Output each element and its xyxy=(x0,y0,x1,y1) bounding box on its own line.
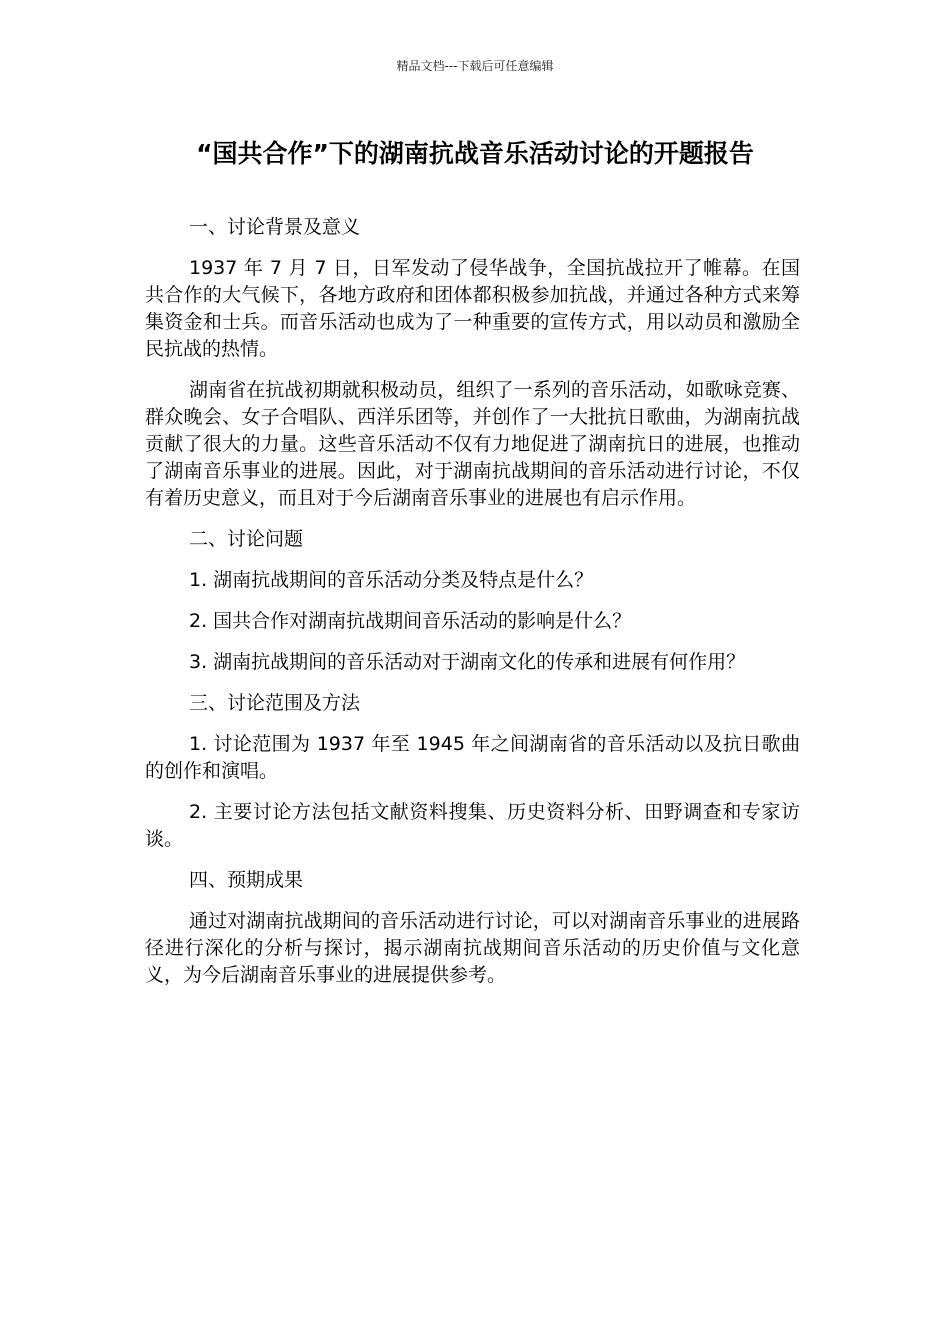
paragraph-background-1: 1937 年 7 月 7 日，日军发动了侵华战争，全国抗战拉开了帷幕。在国共合作的大气候下，各地方政府和团体都积极参加抗战，并通过各种方式来筹集资金和士兵。而音乐活动也成为了一种重要的宣传方式，用以动员和激励全民抗战的热情。 xyxy=(145,257,800,360)
section-heading-background: 一、讨论背景及意义 xyxy=(189,216,361,238)
document-title: “国共合作”下的湖南抗战音乐活动讨论的开题报告 xyxy=(196,139,754,168)
document-body xyxy=(145,214,800,1003)
section-heading-outcomes: 四、预期成果 xyxy=(189,869,304,891)
question-item-1: 1. 湖南抗战期间的音乐活动分类及特点是什么？ xyxy=(189,569,594,591)
scope-item-1: 1. 讨论范围为 1937 年至 1945 年之间湖南省的音乐活动以及抗日歌曲的创作和演唱。 xyxy=(145,733,800,782)
question-item-3: 3. 湖南抗战期间的音乐活动对于湖南文化的传承和进展有何作用？ xyxy=(189,651,746,673)
paragraph-outcomes-1: 通过对湖南抗战期间的音乐活动进行讨论，可以对湖南音乐事业的进展路径进行深化的分析与探讨，揭示湖南抗战期间音乐活动的历史价值与文化意义，为今后湖南音乐事业的进展提供参考。 xyxy=(145,910,800,986)
section-heading-scope: 三、讨论范围及方法 xyxy=(189,692,361,714)
scope-item-2: 2. 主要讨论方法包括文献资料搜集、历史资料分析、田野调查和专家访谈。 xyxy=(145,801,800,850)
question-item-2: 2. 国共合作对湖南抗战期间音乐活动的影响是什么？ xyxy=(189,610,632,632)
paragraph-background-2: 湖南省在抗战初期就积极动员，组织了一系列的音乐活动，如歌咏竞赛、群众晚会、女子合唱队、西洋乐团等，并创作了一大批抗日歌曲，为湖南抗战贡献了很大的力量。这些音乐活动不仅有力地促进了湖南抗日的进展，也推动了湖南音乐事业的进展。因此，对于湖南抗战期间的音乐活动进行讨论，不仅有着历史意义，而且对于今后湖南音乐事业的进展也有启示作用。 xyxy=(145,379,800,509)
section-heading-questions: 二、讨论问题 xyxy=(189,528,304,550)
header-note: 精品文档---下载后可任意编辑 xyxy=(396,59,554,73)
